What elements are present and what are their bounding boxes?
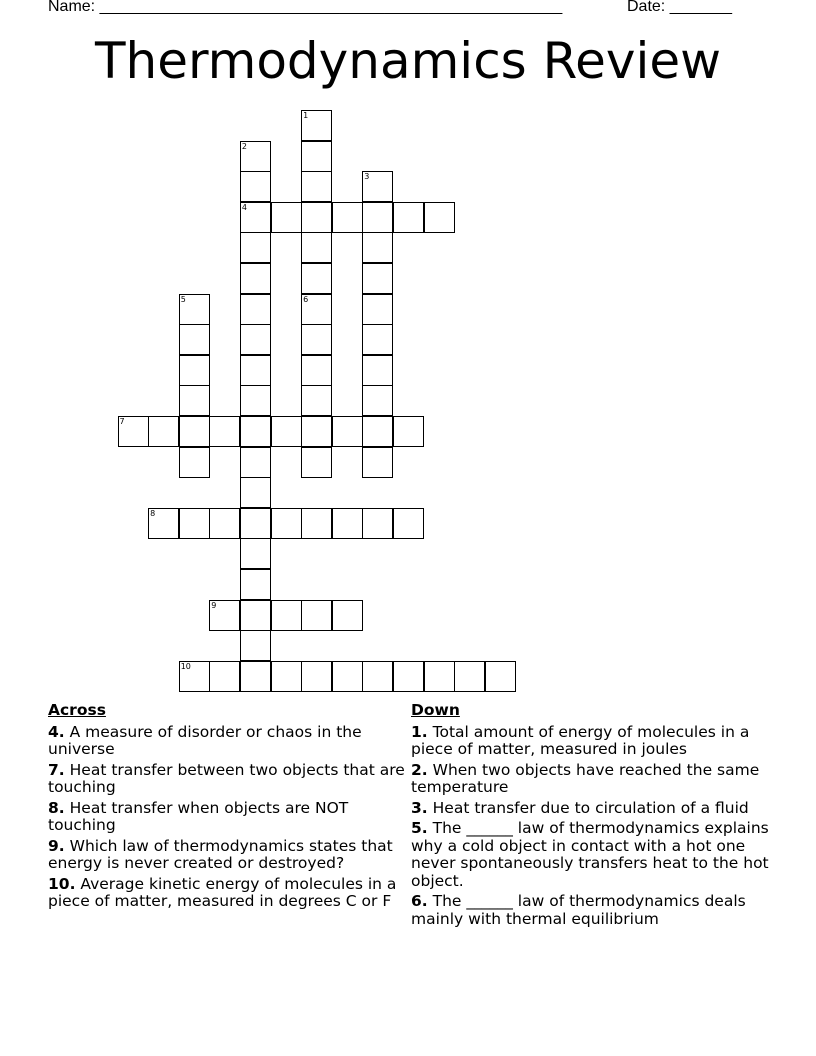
crossword-cell[interactable] xyxy=(362,263,393,294)
crossword-cell[interactable] xyxy=(362,508,393,539)
crossword-cell[interactable] xyxy=(332,600,363,631)
crossword-cell[interactable] xyxy=(301,294,332,325)
across-clue xyxy=(48,876,408,911)
crossword-cell[interactable] xyxy=(301,141,332,172)
crossword-cell[interactable] xyxy=(362,202,393,233)
crossword-cell[interactable] xyxy=(240,569,271,600)
cell-number: 1 xyxy=(303,111,309,120)
crossword-cell[interactable] xyxy=(362,416,393,447)
crossword-cell[interactable] xyxy=(454,661,485,692)
name-field[interactable]: Name: ____________________________________________________ xyxy=(48,0,563,15)
crossword-cell[interactable] xyxy=(240,477,271,508)
crossword-cell[interactable] xyxy=(332,508,363,539)
clue-text: Which law of thermodynamics states that energy is never created or destroyed? xyxy=(48,836,393,872)
cell-number: 5 xyxy=(180,294,186,304)
clue-number: 6. xyxy=(411,892,428,910)
clue-number: 2. xyxy=(411,760,428,779)
down-clue xyxy=(411,800,773,818)
clue-number: 7. xyxy=(48,760,65,779)
across-clue xyxy=(48,838,408,873)
across-clue xyxy=(48,724,408,759)
crossword-cell[interactable] xyxy=(148,508,179,539)
crossword-cell[interactable] xyxy=(332,202,363,233)
crossword-cell[interactable] xyxy=(271,508,302,539)
cell-number: 10 xyxy=(180,661,191,671)
crossword-cell[interactable] xyxy=(393,416,424,447)
crossword-cell[interactable] xyxy=(301,600,332,631)
crossword-cell[interactable] xyxy=(393,508,424,539)
crossword-cell[interactable] xyxy=(240,202,271,233)
clue-text: Total amount of energy of molecules in a piece of matter, measured in joules xyxy=(411,722,750,758)
crossword-cell[interactable] xyxy=(240,600,271,631)
crossword-cell[interactable] xyxy=(240,416,271,447)
cell-number: 8 xyxy=(150,508,156,518)
crossword-cell[interactable] xyxy=(209,661,240,692)
crossword-cell[interactable] xyxy=(362,385,393,416)
crossword-cell[interactable] xyxy=(240,294,271,325)
crossword-cell[interactable] xyxy=(301,263,332,294)
crossword-cell[interactable] xyxy=(362,232,393,263)
crossword-cell[interactable] xyxy=(179,324,210,355)
crossword-cell[interactable] xyxy=(240,355,271,386)
clue-number: 9. xyxy=(48,836,65,855)
crossword-cell[interactable] xyxy=(271,600,302,631)
cell-number: 7 xyxy=(119,417,125,426)
clue-text: Average kinetic energy of molecules in a piece of matter, measured in degrees C or F xyxy=(48,874,397,910)
cell-number: 6 xyxy=(303,294,309,304)
crossword-cell[interactable] xyxy=(362,661,393,692)
down-clues xyxy=(411,702,773,931)
clue-number: 4. xyxy=(48,722,65,741)
crossword-cell[interactable] xyxy=(179,661,210,692)
crossword-cell[interactable] xyxy=(240,232,271,263)
crossword-cell[interactable] xyxy=(301,355,332,386)
clue-number: 3. xyxy=(411,798,428,817)
crossword-cell[interactable] xyxy=(301,324,332,355)
crossword-cell[interactable] xyxy=(209,508,240,539)
crossword-cell[interactable] xyxy=(424,202,455,233)
crossword-cell[interactable] xyxy=(332,661,363,692)
down-heading: Down xyxy=(411,701,460,719)
crossword-cell[interactable] xyxy=(271,202,302,233)
clue-number: 1. xyxy=(411,722,428,741)
clue-text: A measure of disorder or chaos in the universe xyxy=(48,722,362,758)
crossword-cell[interactable] xyxy=(148,416,179,447)
crossword-cell[interactable] xyxy=(179,508,210,539)
cell-number: 9 xyxy=(211,600,217,610)
crossword-cell[interactable] xyxy=(362,171,393,202)
crossword-cell[interactable] xyxy=(209,416,240,447)
crossword-cell[interactable] xyxy=(485,661,516,692)
crossword-cell[interactable] xyxy=(332,416,363,447)
clue-text: Heat transfer when objects are NOT touching xyxy=(48,798,349,834)
crossword-cell[interactable] xyxy=(240,538,271,569)
down-clue xyxy=(411,893,773,928)
crossword-cell[interactable] xyxy=(179,385,210,416)
crossword-cell[interactable] xyxy=(271,661,302,692)
crossword-cell[interactable] xyxy=(424,661,455,692)
crossword-cell[interactable] xyxy=(301,202,332,233)
cell-number: 4 xyxy=(241,202,247,212)
crossword-cell[interactable] xyxy=(362,324,393,355)
crossword-cell[interactable] xyxy=(240,447,271,478)
clue-text: The ______ law of thermodynamics deals mainly with thermal equilibrium xyxy=(411,892,746,928)
crossword-cell[interactable] xyxy=(179,416,210,447)
crossword-cell[interactable] xyxy=(240,508,271,539)
crossword-cell[interactable] xyxy=(240,324,271,355)
crossword-cell[interactable] xyxy=(240,661,271,692)
crossword-cell[interactable] xyxy=(362,447,393,478)
clue-text: Heat transfer due to circulation of a fluid xyxy=(432,798,749,817)
across-clue xyxy=(48,762,408,797)
crossword-cell[interactable] xyxy=(301,110,332,141)
down-clue xyxy=(411,762,773,797)
across-heading: Across xyxy=(48,701,106,719)
crossword-cell[interactable] xyxy=(240,630,271,661)
crossword-cell[interactable] xyxy=(362,294,393,325)
crossword-cell[interactable] xyxy=(179,447,210,478)
crossword-cell[interactable] xyxy=(393,202,424,233)
crossword-cell[interactable] xyxy=(301,385,332,416)
crossword-cell[interactable] xyxy=(240,141,271,172)
across-clues xyxy=(48,702,408,914)
crossword-cell[interactable] xyxy=(240,263,271,294)
crossword-cell[interactable] xyxy=(240,171,271,202)
down-clue xyxy=(411,724,773,759)
crossword-cell[interactable] xyxy=(301,661,332,692)
crossword-cell[interactable] xyxy=(301,508,332,539)
crossword-cell[interactable] xyxy=(209,600,240,631)
cell-number: 3 xyxy=(364,172,370,182)
crossword-cell[interactable] xyxy=(362,355,393,386)
date-field[interactable]: Date: _______ xyxy=(627,0,732,15)
crossword-cell[interactable] xyxy=(393,661,424,692)
crossword-cell[interactable] xyxy=(179,294,210,325)
crossword-cell[interactable] xyxy=(301,447,332,478)
clue-text: When two objects have reached the same temperature xyxy=(411,760,760,796)
crossword-cell[interactable] xyxy=(301,416,332,447)
crossword-cell[interactable] xyxy=(240,385,271,416)
clue-number: 8. xyxy=(48,798,65,817)
clue-number: 10. xyxy=(48,874,76,893)
clue-text: Heat transfer between two objects that are touching xyxy=(48,760,405,796)
clue-text: The ______ law of thermodynamics explains why a cold object in contact with a hot one never spontaneously transfers heat to the hot object. xyxy=(411,819,769,890)
crossword-cell[interactable] xyxy=(301,232,332,263)
page-title: Thermodynamics Review xyxy=(94,32,722,90)
crossword-cell[interactable] xyxy=(301,171,332,202)
clue-number: 5. xyxy=(411,819,428,837)
crossword-cell[interactable] xyxy=(118,416,149,447)
down-clue xyxy=(411,820,773,890)
crossword-cell[interactable] xyxy=(271,416,302,447)
cell-number: 2 xyxy=(241,141,247,151)
across-clue xyxy=(48,800,408,835)
crossword-cell[interactable] xyxy=(179,355,210,386)
